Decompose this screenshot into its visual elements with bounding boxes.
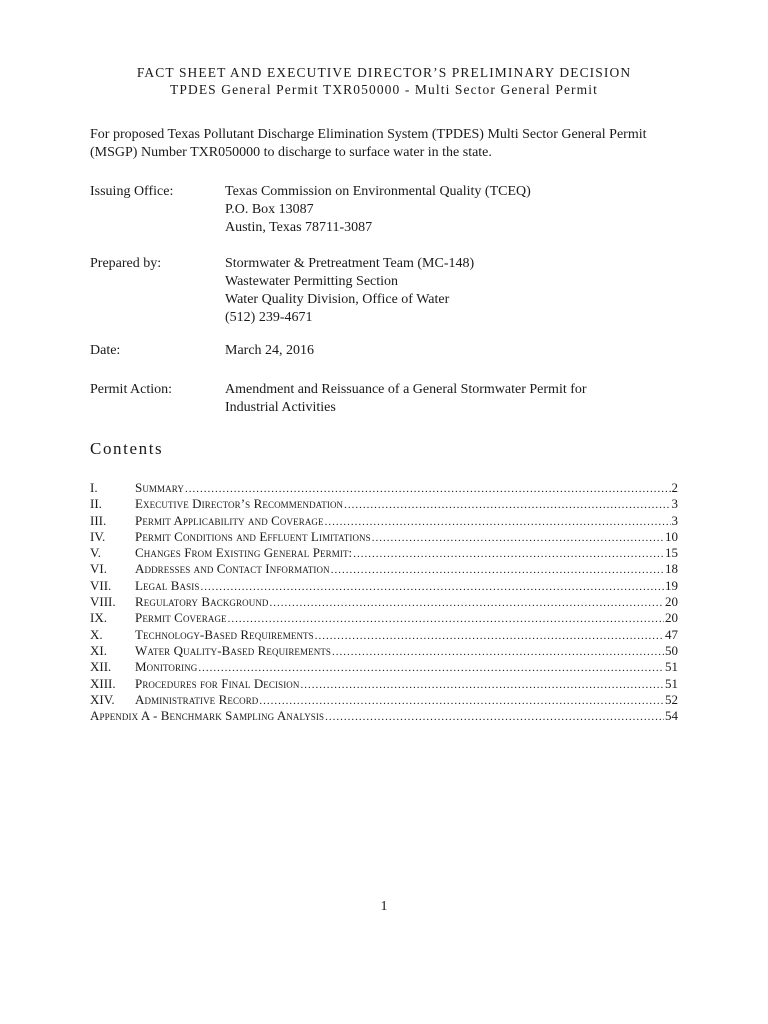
toc-page[interactable]: 51 xyxy=(665,659,678,675)
toc-leader xyxy=(332,644,664,660)
toc-entry-appendix-a[interactable] xyxy=(90,708,678,724)
toc-number: I. xyxy=(90,480,98,495)
document-title: FACT SHEET AND EXECUTIVE DIRECTOR’S PRELIMINARY DECISION xyxy=(136,65,632,80)
page-number: 1 xyxy=(380,899,388,914)
toc-title[interactable]: Technology-Based Requirements xyxy=(135,626,314,642)
toc-page[interactable]: 51 xyxy=(665,675,678,691)
toc-page[interactable]: 20 xyxy=(665,594,678,610)
toc-page[interactable]: 18 xyxy=(665,561,678,577)
toc-leader xyxy=(270,595,664,611)
toc-entry-addresses[interactable] xyxy=(90,561,678,577)
toc-entry-water-quality[interactable] xyxy=(90,643,678,659)
issuing-office-line: Austin, Texas 78711-3087 xyxy=(225,220,373,235)
toc-leader xyxy=(185,481,671,497)
toc-title[interactable]: Water Quality-Based Requirements xyxy=(135,642,332,658)
prepared-by-label: Prepared by: xyxy=(90,256,162,271)
date-label: Date: xyxy=(90,343,121,358)
toc-title[interactable]: Permit Applicability and Coverage xyxy=(135,512,324,528)
toc-title[interactable]: Procedures for Final Decision xyxy=(135,675,300,691)
intro-paragraph: For proposed Texas Pollutant Discharge Elimination System (TPDES) Multi Sector General Permit (MSGP) Number TXR050000 to discharge to surface water in the state. xyxy=(90,127,647,160)
toc-title[interactable]: Administrative Record xyxy=(135,691,259,707)
toc-page[interactable]: 47 xyxy=(665,626,678,642)
document-subtitle: TPDES General Permit TXR050000 - Multi Sector General Permit xyxy=(170,82,598,97)
toc-entry-procedures[interactable] xyxy=(90,676,678,692)
issuing-office-line: P.O. Box 13087 xyxy=(225,202,314,217)
toc-number: IX. xyxy=(90,610,107,626)
date-line: March 24, 2016 xyxy=(225,343,315,358)
toc-page[interactable]: 52 xyxy=(665,691,678,707)
toc-page[interactable]: 54 xyxy=(665,708,678,724)
toc-title[interactable]: Monitoring xyxy=(135,659,198,675)
toc-title[interactable]: Regulatory Background xyxy=(135,594,269,610)
toc-page[interactable]: 2 xyxy=(671,480,678,495)
toc-leader xyxy=(325,514,671,530)
toc-title[interactable]: Changes From Existing General Permit: xyxy=(135,545,353,561)
toc-entry-administrative[interactable] xyxy=(90,692,678,708)
toc-entry-monitoring[interactable] xyxy=(90,659,678,675)
toc-entry-changes[interactable] xyxy=(90,545,678,561)
toc-title[interactable]: Executive Director’s Recommendation xyxy=(135,496,344,512)
toc-leader xyxy=(301,677,664,693)
toc-page[interactable]: 3 xyxy=(671,512,678,528)
toc-entry-regulatory[interactable] xyxy=(90,594,678,610)
toc-title[interactable]: Summary xyxy=(135,480,184,495)
toc-entry-legal-basis[interactable] xyxy=(90,578,678,594)
toc-title[interactable]: Permit Conditions and Effluent Limitations xyxy=(135,528,371,544)
prepared-by-line: (512) 239-4671 xyxy=(225,310,313,325)
permit-action-line: Industrial Activities xyxy=(225,400,336,415)
toc-entry-recommendation[interactable] xyxy=(90,496,678,512)
toc-page[interactable]: 20 xyxy=(665,610,678,626)
toc-leader xyxy=(198,660,664,676)
issuing-office-line: Texas Commission on Environmental Quality (TCEQ) xyxy=(225,184,531,199)
toc-leader xyxy=(315,628,664,644)
date-value xyxy=(225,342,314,360)
toc-leader xyxy=(200,579,664,595)
toc-number: XI. xyxy=(90,642,107,658)
toc-leader xyxy=(259,693,664,709)
toc-entry-summary[interactable] xyxy=(90,480,678,496)
permit-action-line: Amendment and Reissuance of a General Stormwater Permit for xyxy=(225,382,587,397)
toc-number: IV. xyxy=(90,528,106,544)
prepared-by-line: Wastewater Permitting Section xyxy=(225,274,399,289)
toc-number: XIV. xyxy=(90,691,115,707)
prepared-by-line: Stormwater & Pretreatment Team (MC-148) xyxy=(225,256,475,271)
toc-title[interactable]: Addresses and Contact Information xyxy=(135,561,330,577)
issuing-office-label: Issuing Office: xyxy=(90,184,174,199)
toc-number: VII. xyxy=(90,577,112,593)
toc-entry-applicability[interactable] xyxy=(90,513,678,529)
issuing-office-value xyxy=(225,183,531,237)
toc-title[interactable]: Permit Coverage xyxy=(135,610,227,626)
permit-action-value xyxy=(225,381,587,417)
toc-leader xyxy=(228,611,664,627)
toc-leader xyxy=(344,497,670,513)
toc-leader xyxy=(331,562,664,578)
toc-number: II. xyxy=(90,496,102,512)
toc-page[interactable]: 50 xyxy=(665,642,678,658)
prepared-by-value xyxy=(225,255,474,327)
toc-number: XIII. xyxy=(90,675,116,691)
toc-leader xyxy=(353,546,664,562)
prepared-by-line: Water Quality Division, Office of Water xyxy=(225,292,450,307)
toc-number: VIII. xyxy=(90,594,116,610)
table-of-contents xyxy=(90,480,678,724)
toc-leader xyxy=(372,530,664,546)
toc-number: III. xyxy=(90,512,107,528)
toc-number: V. xyxy=(90,545,101,561)
toc-leader xyxy=(325,709,664,725)
toc-page[interactable]: 19 xyxy=(665,577,678,593)
toc-entry-coverage[interactable] xyxy=(90,610,678,626)
toc-page[interactable]: 10 xyxy=(665,528,678,544)
toc-number: XII. xyxy=(90,659,112,675)
toc-title[interactable]: Appendix A - Benchmark Sampling Analysis xyxy=(90,708,325,724)
toc-page[interactable]: 15 xyxy=(665,545,678,561)
toc-title[interactable]: Legal Basis xyxy=(135,577,200,593)
permit-action-label: Permit Action: xyxy=(90,382,173,397)
contents-heading: Contents xyxy=(90,439,164,458)
toc-entry-technology[interactable] xyxy=(90,627,678,643)
toc-number: VI. xyxy=(90,561,107,577)
toc-page[interactable]: 3 xyxy=(671,496,678,512)
toc-entry-conditions[interactable] xyxy=(90,529,678,545)
toc-number: X. xyxy=(90,626,103,642)
